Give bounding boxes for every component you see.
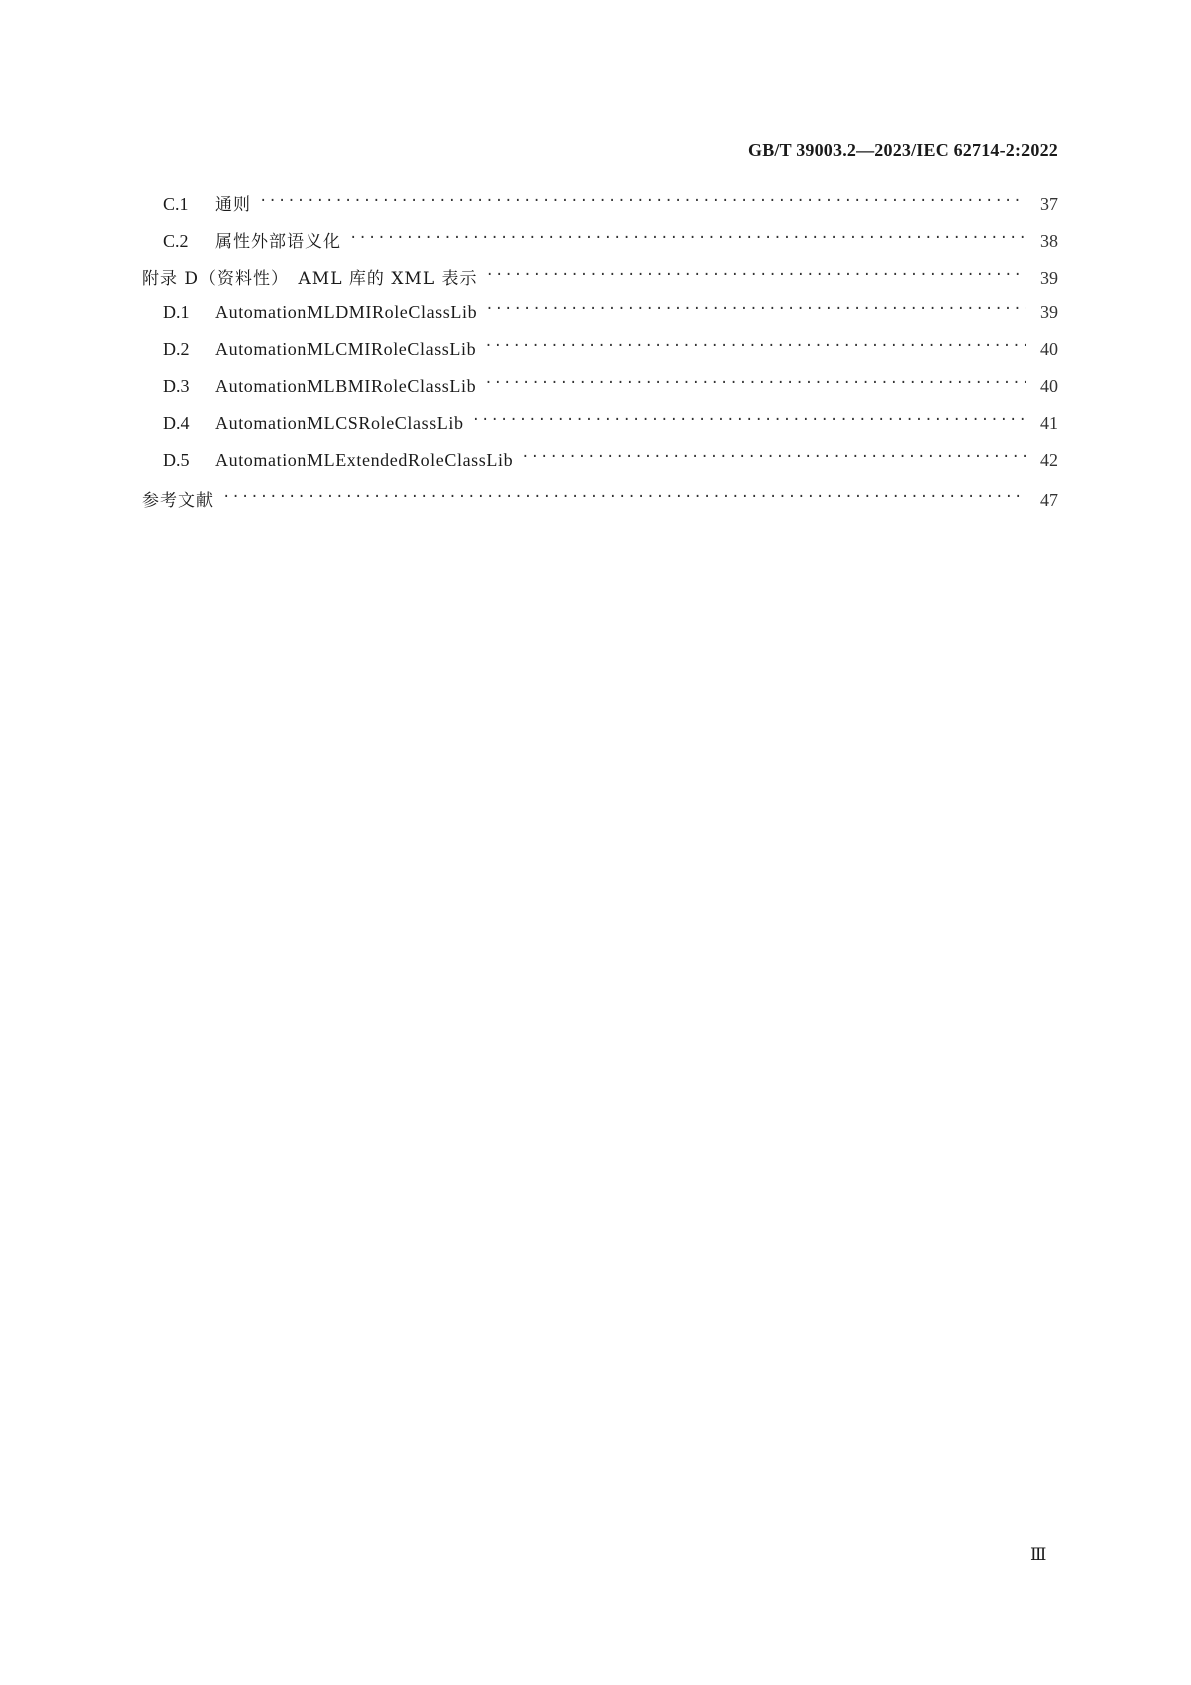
dot-leader — [472, 412, 1026, 429]
dot-leader — [485, 301, 1026, 318]
toc-entry-page: 47 — [1040, 490, 1058, 510]
toc-entry[interactable] — [142, 227, 1058, 264]
toc-entry-page: 42 — [1040, 450, 1058, 470]
toc-entry-title: 附录 D（资料性） AML 库的 XML 表示 — [142, 269, 478, 289]
toc-entry-number: D.4 — [163, 413, 190, 433]
toc-entry[interactable] — [142, 412, 1058, 449]
toc-entry-number: D.3 — [163, 376, 190, 396]
toc-entry-title: AutomationMLExtendedRoleClassLib — [215, 450, 514, 470]
toc-entry-title: 参考文献 — [142, 491, 214, 511]
toc-entry[interactable] — [142, 449, 1058, 486]
dot-leader — [484, 338, 1026, 355]
toc-entry-page: 37 — [1040, 194, 1058, 214]
table-of-contents — [142, 190, 1058, 523]
dot-leader — [349, 230, 1026, 247]
toc-entry-page: 39 — [1040, 302, 1058, 322]
toc-entry-page: 41 — [1040, 413, 1058, 433]
toc-entry-number: D.5 — [163, 450, 190, 470]
toc-entry-number: D.1 — [163, 302, 190, 322]
toc-entry[interactable] — [142, 338, 1058, 375]
dot-leader — [521, 449, 1026, 466]
toc-entry-title: AutomationMLCMIRoleClassLib — [215, 339, 477, 359]
dot-leader — [222, 489, 1026, 506]
dot-leader — [259, 193, 1026, 210]
document-header — [748, 140, 1058, 161]
dot-leader — [486, 267, 1026, 284]
toc-entry-page: 39 — [1040, 268, 1058, 288]
toc-entry-page: 40 — [1040, 376, 1058, 396]
toc-entry-title: 属性外部语义化 — [215, 232, 341, 252]
toc-entry[interactable] — [142, 190, 1058, 227]
toc-entry-title: AutomationMLBMIRoleClassLib — [215, 376, 477, 396]
toc-entry-number: C.1 — [163, 194, 189, 214]
standard-number: GB/T 39003.2—2023/IEC 62714-2:2022 — [748, 140, 1058, 160]
toc-entry-number: C.2 — [163, 231, 189, 251]
dot-leader — [484, 375, 1026, 392]
toc-entry-page: 40 — [1040, 339, 1058, 359]
toc-entry-title: AutomationMLCSRoleClassLib — [215, 413, 464, 433]
toc-entry-page: 38 — [1040, 231, 1058, 251]
toc-entry-number: D.2 — [163, 339, 190, 359]
toc-entry[interactable] — [142, 264, 1058, 301]
toc-entry[interactable] — [142, 301, 1058, 338]
toc-entry[interactable] — [142, 486, 1058, 523]
toc-entry-title: 通则 — [215, 195, 251, 215]
page-number: Ⅲ — [1030, 1545, 1047, 1564]
toc-entry-title: AutomationMLDMIRoleClassLib — [215, 302, 478, 322]
toc-entry[interactable] — [142, 375, 1058, 412]
